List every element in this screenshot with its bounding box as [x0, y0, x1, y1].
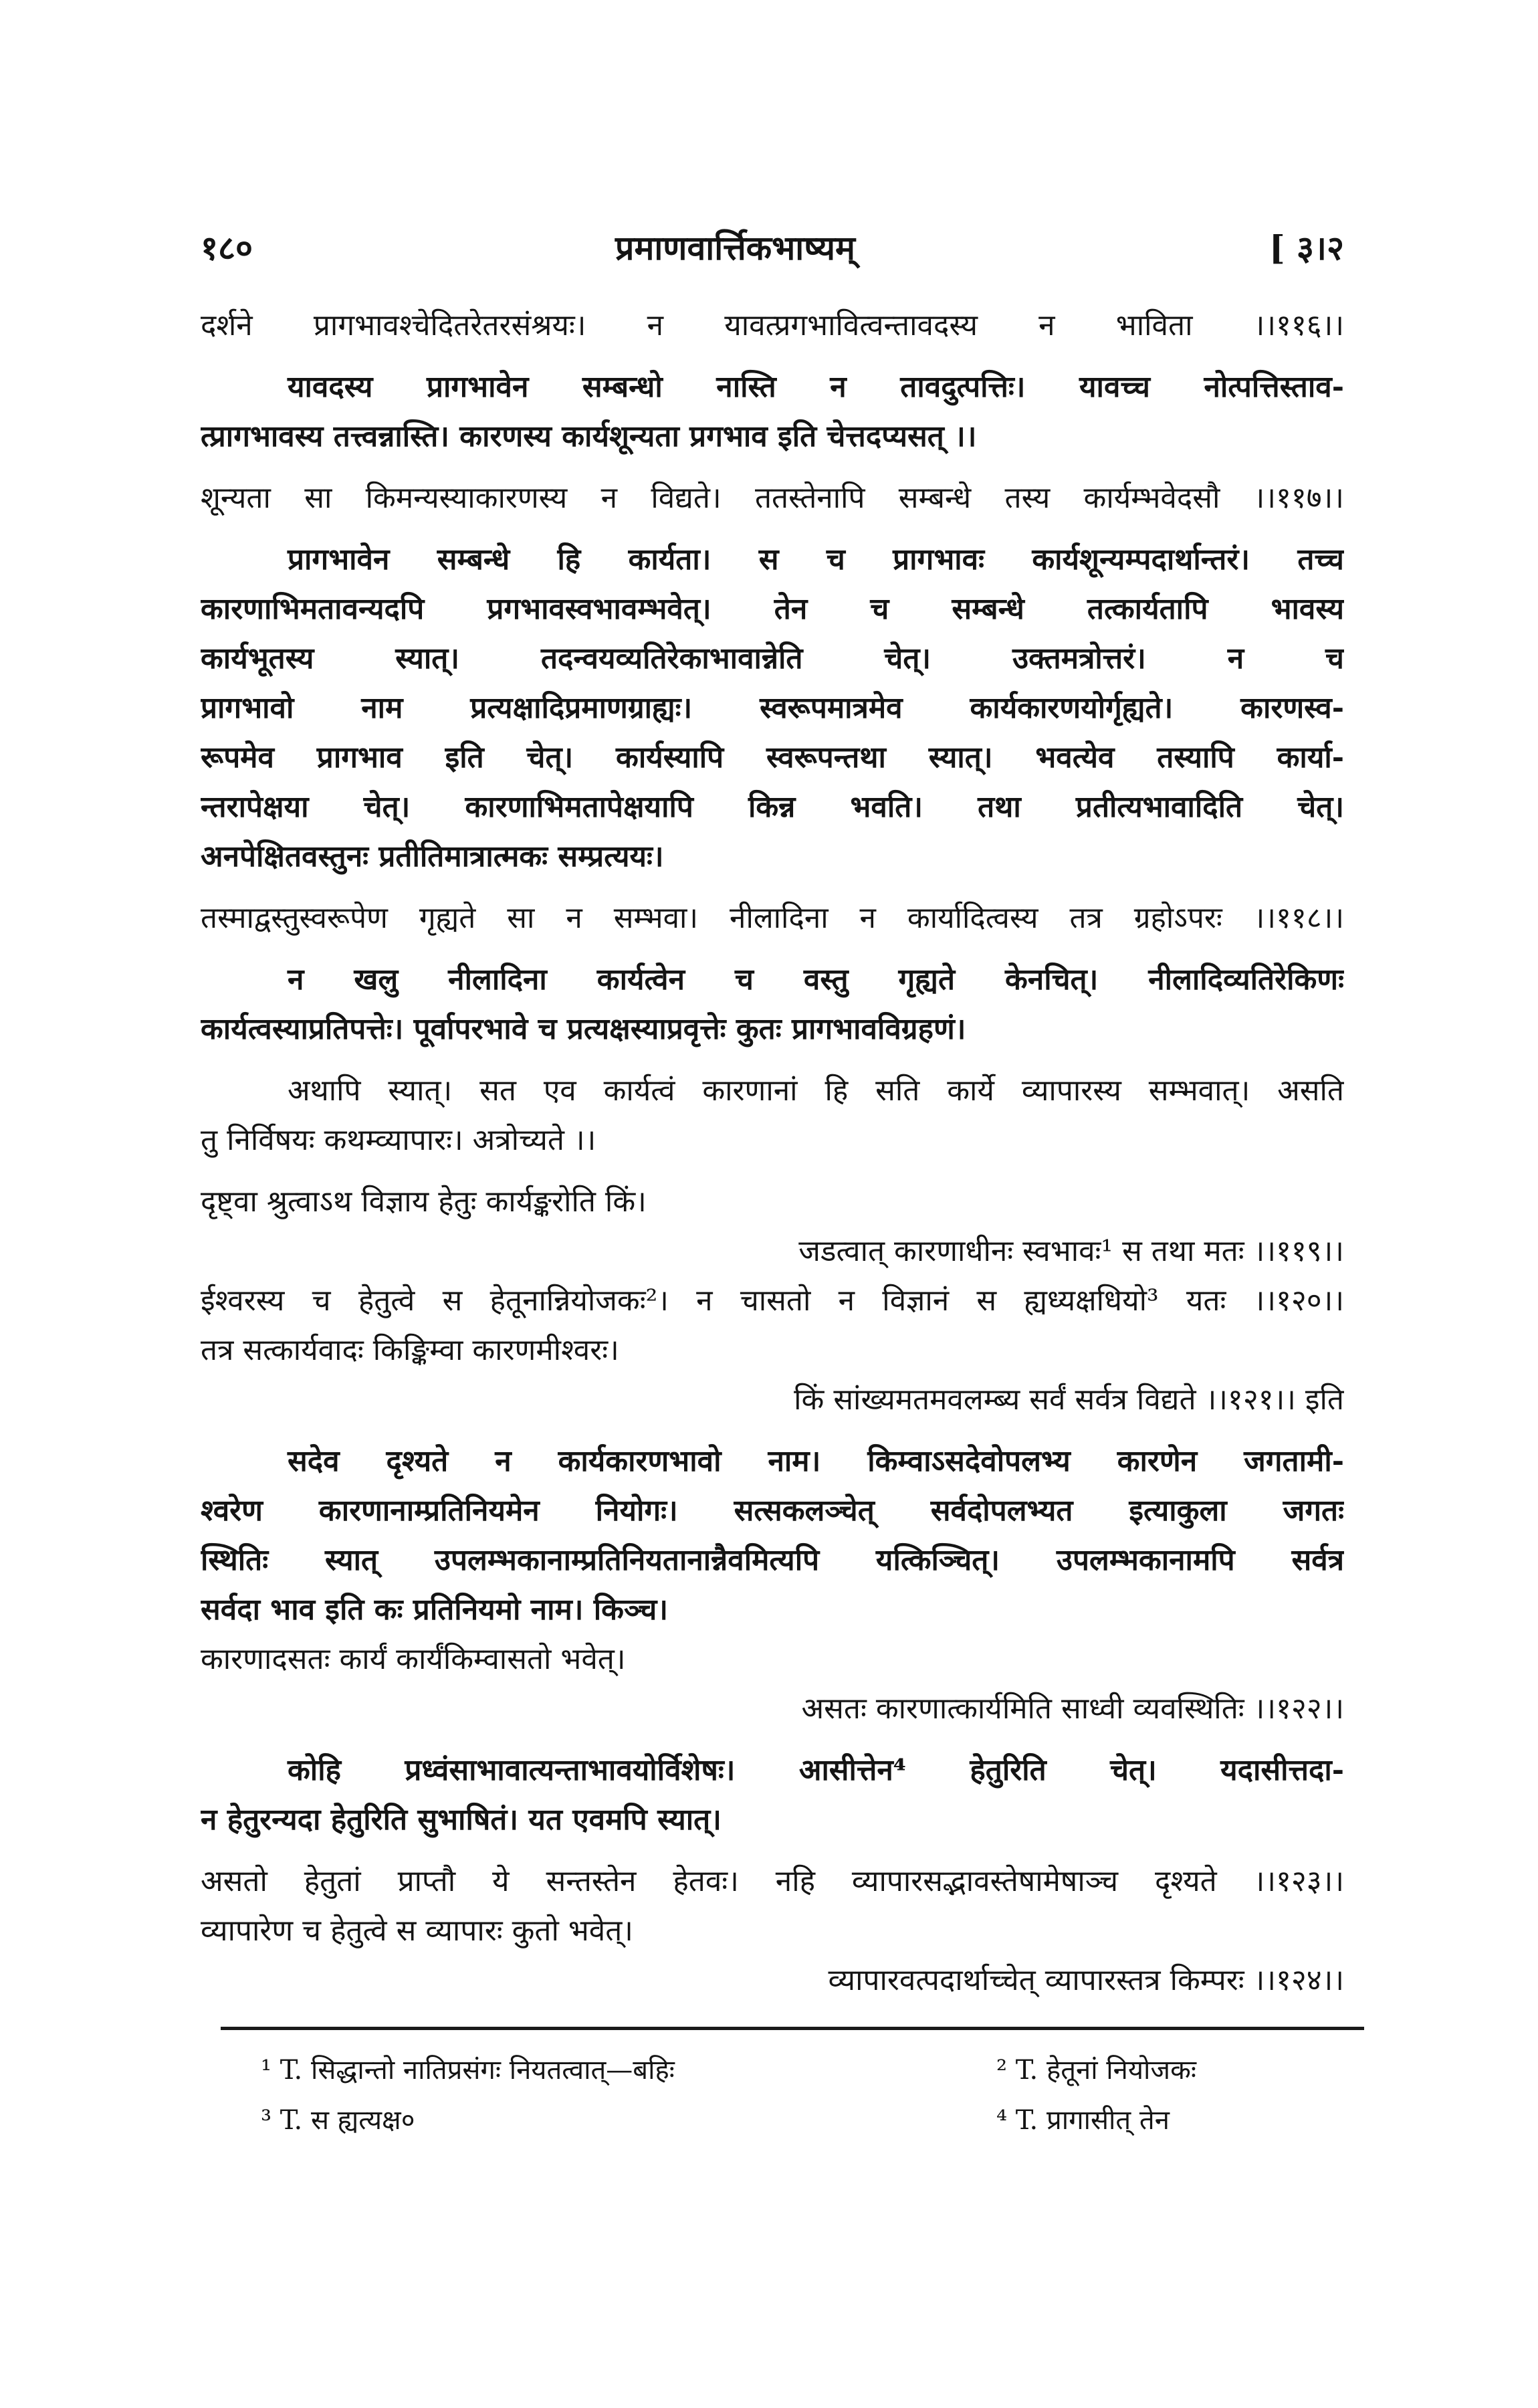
footnotes	[261, 2050, 1344, 2184]
verse-line: ईश्वरस्य च हेतुत्वे स हेतूनान्नियोजकः²। न चासतो न विज्ञानं स ह्यध्यक्षधियो³ यतः ।।१२०।।	[201, 1284, 1344, 1318]
footnote-3: ³ T. स ह्यत्यक्ष०	[261, 2105, 415, 2136]
footnote-2: ² T. हेतूनां नियोजकः	[996, 2055, 1196, 2086]
commentary-line: कार्यत्वस्याप्रतिपत्तेः। पूर्वापरभावे च प्रत्यक्षस्याप्रवृत्तेः कुतः प्रागभावविग्रहणं।	[201, 1012, 966, 1046]
commentary-line: कोहि प्रध्वंसाभावात्यन्ताभावयोर्विशेषः। आसीत्तेन⁴ हेतुरिति चेत्। यदासीत्तदा-	[288, 1753, 1344, 1787]
commentary-line: न खलु नीलादिना कार्यत्वेन च वस्तु गृह्यते केनचित्। नीलादिव्यतिरेकिणः	[288, 963, 1344, 997]
commentary-line: श्वरेण कारणानाम्प्रतिनियमेन नियोगः। सत्सकलञ्चेत् सर्वदोपलभ्यत इत्याकुला जगतः	[201, 1494, 1344, 1528]
page-body	[201, 301, 1344, 2005]
verse-line: जडत्वात् कारणाधीनः स्वभावः¹ स तथा मतः ।।११९।।	[798, 1234, 1344, 1268]
verse-line: असतो हेतुतां प्राप्तौ ये सन्तस्तेन हेतवः। नहि व्यापारसद्भावस्तेषामेषाञ्च दृश्यते ।।१२३।।	[201, 1864, 1344, 1898]
commentary-line: कारणाभिमतावन्यदपि प्रगभावस्वभावम्भवेत्। तेन च सम्बन्धे तत्कार्यतापि भावस्य	[201, 592, 1344, 626]
section-reference: [ ३।२	[1269, 228, 1344, 268]
commentary-line: अथापि स्यात्। सत एव कार्यत्वं कारणानां हि सति कार्ये व्यापारस्य सम्भवात्। असति	[288, 1074, 1344, 1108]
commentary-line: प्रागभावेन सम्बन्धे हि कार्यता। स च प्रागभावः कार्यशून्यम्पदार्थान्तरं। तच्च	[288, 542, 1344, 577]
commentary-line: न हेतुरन्यदा हेतुरिति सुभाषितं। यत एवमपि स्यात्।	[201, 1803, 722, 1837]
commentary-line: प्रागभावो नाम प्रत्यक्षादिप्रमाणग्राह्यः। स्वरूपमात्रमेव कार्यकारणयोर्गृह्यते। कारणस्व-	[201, 691, 1344, 725]
footnote-1: ¹ T. सिद्धान्तो नातिप्रसंगः नियतत्वात्—बहिः	[261, 2055, 675, 2086]
commentary-line: अनपेक्षितवस्तुनः प्रतीतिमात्रात्मकः सम्प्रत्ययः।	[201, 839, 664, 874]
verse-line: असतः कारणात्कार्यमिति साध्वी व्यवस्थितिः ।।१२२।।	[801, 1692, 1344, 1726]
verse-line: शून्यता सा किमन्यस्याकारणस्य न विद्यते। ततस्तेनापि सम्बन्धे तस्य कार्यम्भवेदसौ ।।११७।।	[201, 481, 1344, 515]
verse-line: तत्र सत्कार्यवादः किङ्किम्वा कारणमीश्वरः।	[201, 1333, 619, 1367]
verse-line: किं सांख्यमतमवलम्ब्य सर्वं सर्वत्र विद्यते ।।१२१।। इति	[794, 1383, 1344, 1417]
verse-line: तस्माद्वस्तुस्वरूपेण गृह्यते सा न सम्भवा। नीलादिना न कार्यादित्वस्य तत्र ग्रहोऽपरः ।।११८।।	[201, 901, 1344, 935]
commentary-line: कार्यभूतस्य स्यात्। तदन्वयव्यतिरेकाभावान्नेति चेत्। उक्तमत्रोत्तरं। न च	[201, 641, 1344, 676]
footnote-4: ⁴ T. प्रागासीत् तेन	[996, 2105, 1170, 2136]
commentary-line: सर्वदा भाव इति कः प्रतिनियमो नाम। किञ्च।	[201, 1593, 669, 1627]
commentary-line: न्तरापेक्षया चेत्। कारणाभिमतापेक्षयापि किन्न भवति। तथा प्रतीत्यभावादिति चेत्।	[201, 790, 1344, 824]
commentary-line: स्थितिः स्यात् उपलम्भकानाम्प्रतिनियतानान्नैवमित्यपि यत्किञ्चित्। उपलम्भकानामपि सर्वत्र	[201, 1543, 1344, 1577]
verse-line: कारणादसतः कार्यं कार्यंकिम्वासतो भवेत्।	[201, 1642, 626, 1676]
verse-line: दृष्ट्वा श्रुत्वाऽथ विज्ञाय हेतुः कार्यङ्करोति किं।	[201, 1185, 647, 1219]
commentary-line: रूपमेव प्रागभाव इति चेत्। कार्यस्यापि स्वरूपन्तथा स्यात्। भवत्येव तस्यापि कार्या-	[201, 740, 1344, 775]
commentary-line: त्प्रागभावस्य तत्त्वन्नास्ति। कारणस्य कार्यशून्यता प्रगभाव इति चेत्तदप्यसत् ।।	[201, 419, 977, 454]
page-number: १८०	[201, 228, 253, 268]
footnote-rule	[221, 2027, 1364, 2030]
commentary-line: सदेव दृश्यते न कार्यकारणभावो नाम। किम्वाऽसदेवोपलभ्य कारणेन जगतामी-	[288, 1444, 1344, 1478]
verse-line: दर्शने प्रागभावश्चेदितरेतरसंश्रयः। न यावत्प्रगभावित्वन्तावदस्य न भाविता ।।११६।।	[201, 308, 1344, 342]
page-header	[201, 224, 1344, 284]
running-title: प्रमाणवार्त्तिकभाष्यम्	[615, 228, 855, 268]
commentary-line: यावदस्य प्रागभावेन सम्बन्धो नास्ति न तावदुत्पत्तिः। यावच्च नोत्पत्तिस्ताव-	[288, 370, 1344, 404]
verse-line: व्यापारवत्पदार्थाच्चेत् व्यापारस्तत्र किम्परः ।।१२४।।	[828, 1963, 1344, 1997]
verse-line: व्यापारेण च हेतुत्वे स व्यापारः कुतो भवेत्।	[201, 1914, 633, 1948]
commentary-line: तु निर्विषयः कथम्व्यापारः। अत्रोच्यते ।।	[201, 1123, 596, 1157]
